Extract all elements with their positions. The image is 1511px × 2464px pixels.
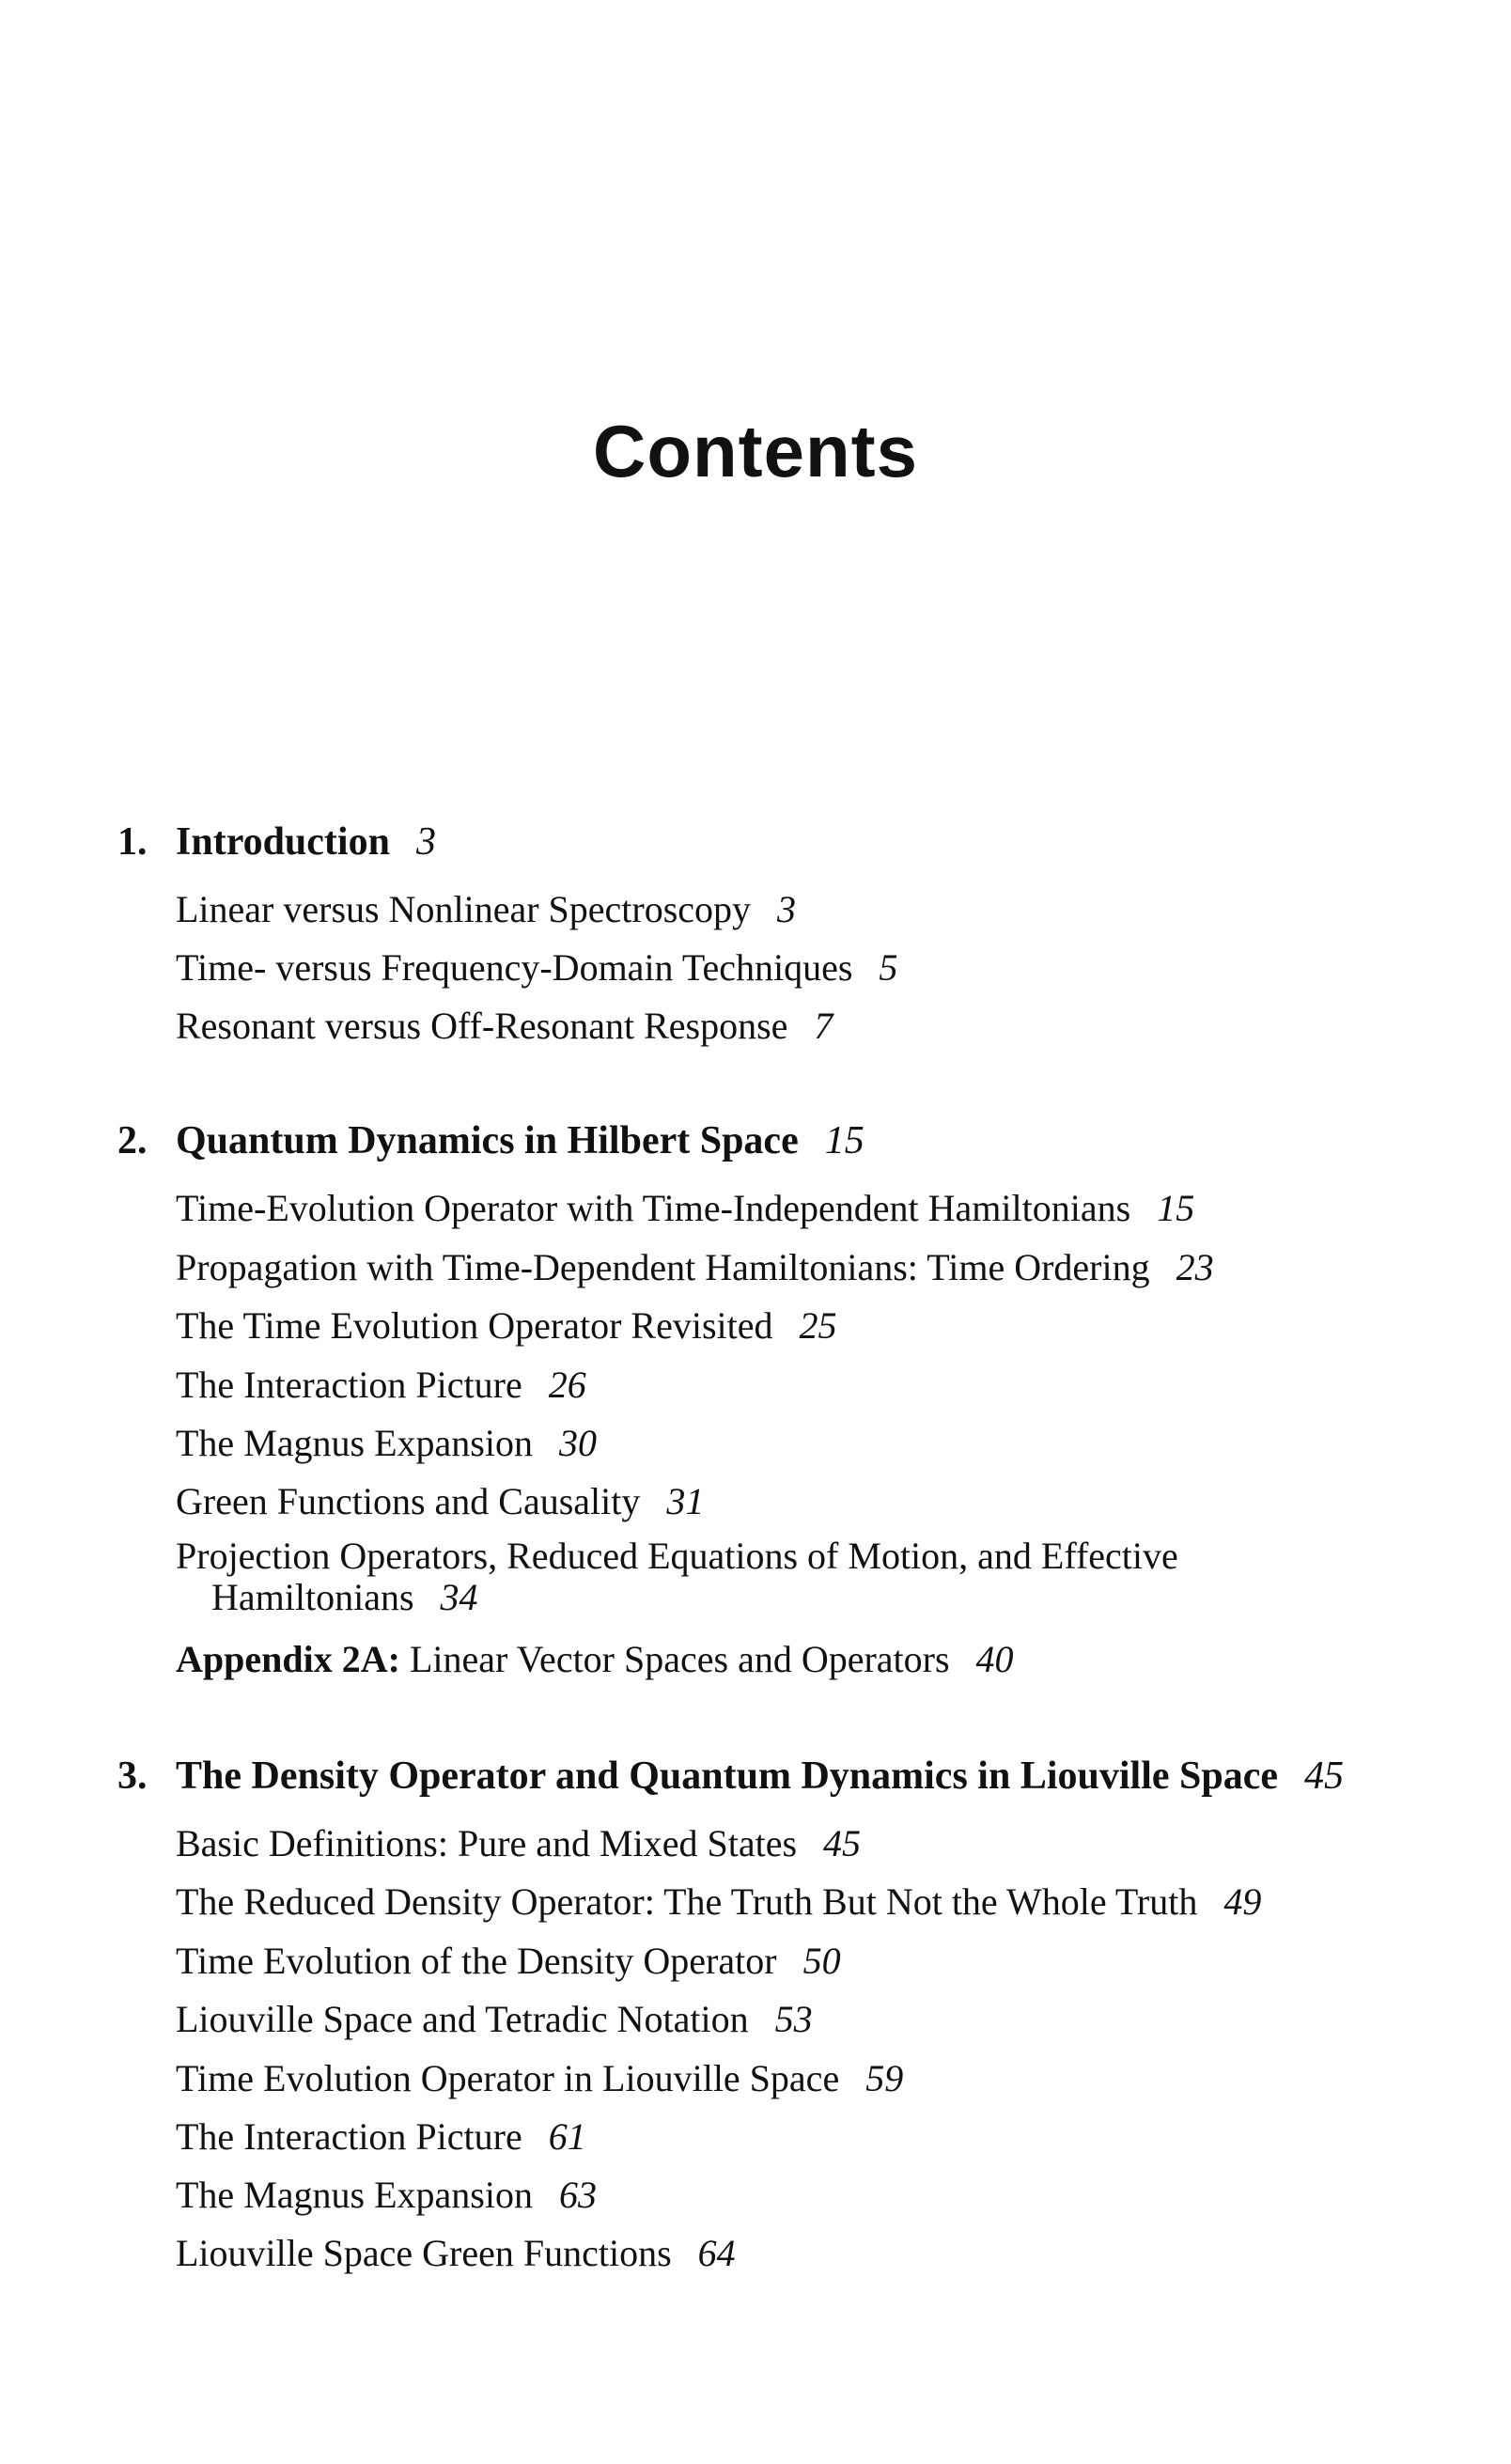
page-number: 59 (865, 2057, 904, 2099)
entry-text: Time Evolution Operator in Liouville Space (176, 2057, 840, 2099)
page-number: 53 (774, 1998, 813, 2040)
toc-entry (176, 1002, 833, 1051)
chapter-heading (117, 816, 436, 868)
entry-text: The Reduced Density Operator: The Truth But Not the Whole Truth (176, 1880, 1198, 1923)
entry-text-continued (176, 1577, 1350, 1618)
page-number: 3 (415, 820, 436, 864)
entry-text: Resonant versus Off-Resonant Response (176, 1005, 788, 1047)
page-number: 45 (1304, 1754, 1345, 1798)
toc-entry (176, 1361, 586, 1410)
toc-entry (176, 2229, 736, 2278)
chapter-heading (117, 1750, 1344, 1802)
page-number: 40 (975, 1638, 1014, 1680)
appendix-label: Appendix 2A: (176, 1638, 400, 1680)
entry-text: Basic Definitions: Pure and Mixed States (176, 1822, 798, 1864)
chapter-number: 2. (117, 1119, 148, 1162)
entry-text: Green Functions and Causality (176, 1480, 641, 1522)
toc-entry (176, 1878, 1261, 1926)
toc-entry (176, 1184, 1194, 1233)
page-number: 3 (777, 888, 797, 930)
toc-entry (176, 943, 897, 992)
entry-text: Projection Operators, Reduced Equations of Motion, and Effective (176, 1535, 1178, 1577)
page-number: 49 (1223, 1880, 1262, 1923)
toc-entry (176, 1477, 704, 1526)
entry-text: The Magnus Expansion (176, 2174, 533, 2216)
page-number: 30 (558, 1422, 597, 1464)
page-number: 31 (666, 1480, 705, 1522)
entry-text: Time-Evolution Operator with Time-Independent Hamiltonians (176, 1187, 1131, 1229)
chapter-number: 1. (117, 820, 148, 864)
chapter-title: The Density Operator and Quantum Dynamics in Liouville Space (176, 1754, 1279, 1798)
entry-text-line2: Hamiltonians (211, 1576, 414, 1618)
entry-text: The Interaction Picture (176, 2115, 522, 2158)
page-number: 64 (697, 2232, 736, 2274)
toc-entry (176, 1937, 841, 1986)
toc-entry (176, 2113, 586, 2161)
chapter-title: Introduction (176, 820, 390, 864)
toc-entry (176, 1302, 837, 1350)
entry-text: Time Evolution of the Density Operator (176, 1940, 777, 1982)
entry-text: Time- versus Frequency-Domain Techniques (176, 946, 853, 989)
page-number: 25 (799, 1304, 837, 1347)
page-number: 34 (440, 1576, 478, 1618)
toc-entry (176, 1536, 1350, 1618)
entry-text: Linear Vector Spaces and Operators (409, 1638, 950, 1680)
toc-entry (176, 1635, 1014, 1684)
page-number: 45 (823, 1822, 862, 1864)
entry-text: The Interaction Picture (176, 1364, 522, 1406)
toc-entry (176, 1819, 861, 1868)
page-number: 63 (558, 2174, 597, 2216)
toc-entry (176, 2171, 597, 2220)
chapter-title: Quantum Dynamics in Hilbert Space (176, 1119, 799, 1162)
page-number: 5 (879, 946, 898, 989)
toc-entry (176, 1419, 597, 1468)
page-number: 50 (802, 1940, 841, 1982)
page-number: 61 (548, 2115, 586, 2158)
toc-entry (176, 885, 796, 934)
toc-entry (176, 1995, 813, 2044)
page-number: 23 (1176, 1246, 1214, 1288)
entry-text: The Time Evolution Operator Revisited (176, 1304, 773, 1347)
chapter-number: 3. (117, 1754, 148, 1798)
page-number: 15 (1157, 1187, 1195, 1229)
entry-text: Liouville Space Green Functions (176, 2232, 672, 2274)
entry-text: The Magnus Expansion (176, 1422, 533, 1464)
entry-text: Linear versus Nonlinear Spectroscopy (176, 888, 752, 930)
page-number: 7 (814, 1005, 833, 1047)
toc-entry (176, 1243, 1214, 1292)
page-title: Contents (593, 410, 918, 492)
entry-text: Liouville Space and Tetradic Notation (176, 1998, 749, 2040)
chapter-heading (117, 1115, 865, 1167)
toc-entry (176, 2054, 903, 2103)
page-number: 15 (824, 1119, 865, 1162)
page-number: 26 (548, 1364, 586, 1406)
entry-text: Propagation with Time-Dependent Hamiltonians: Time Ordering (176, 1246, 1150, 1288)
